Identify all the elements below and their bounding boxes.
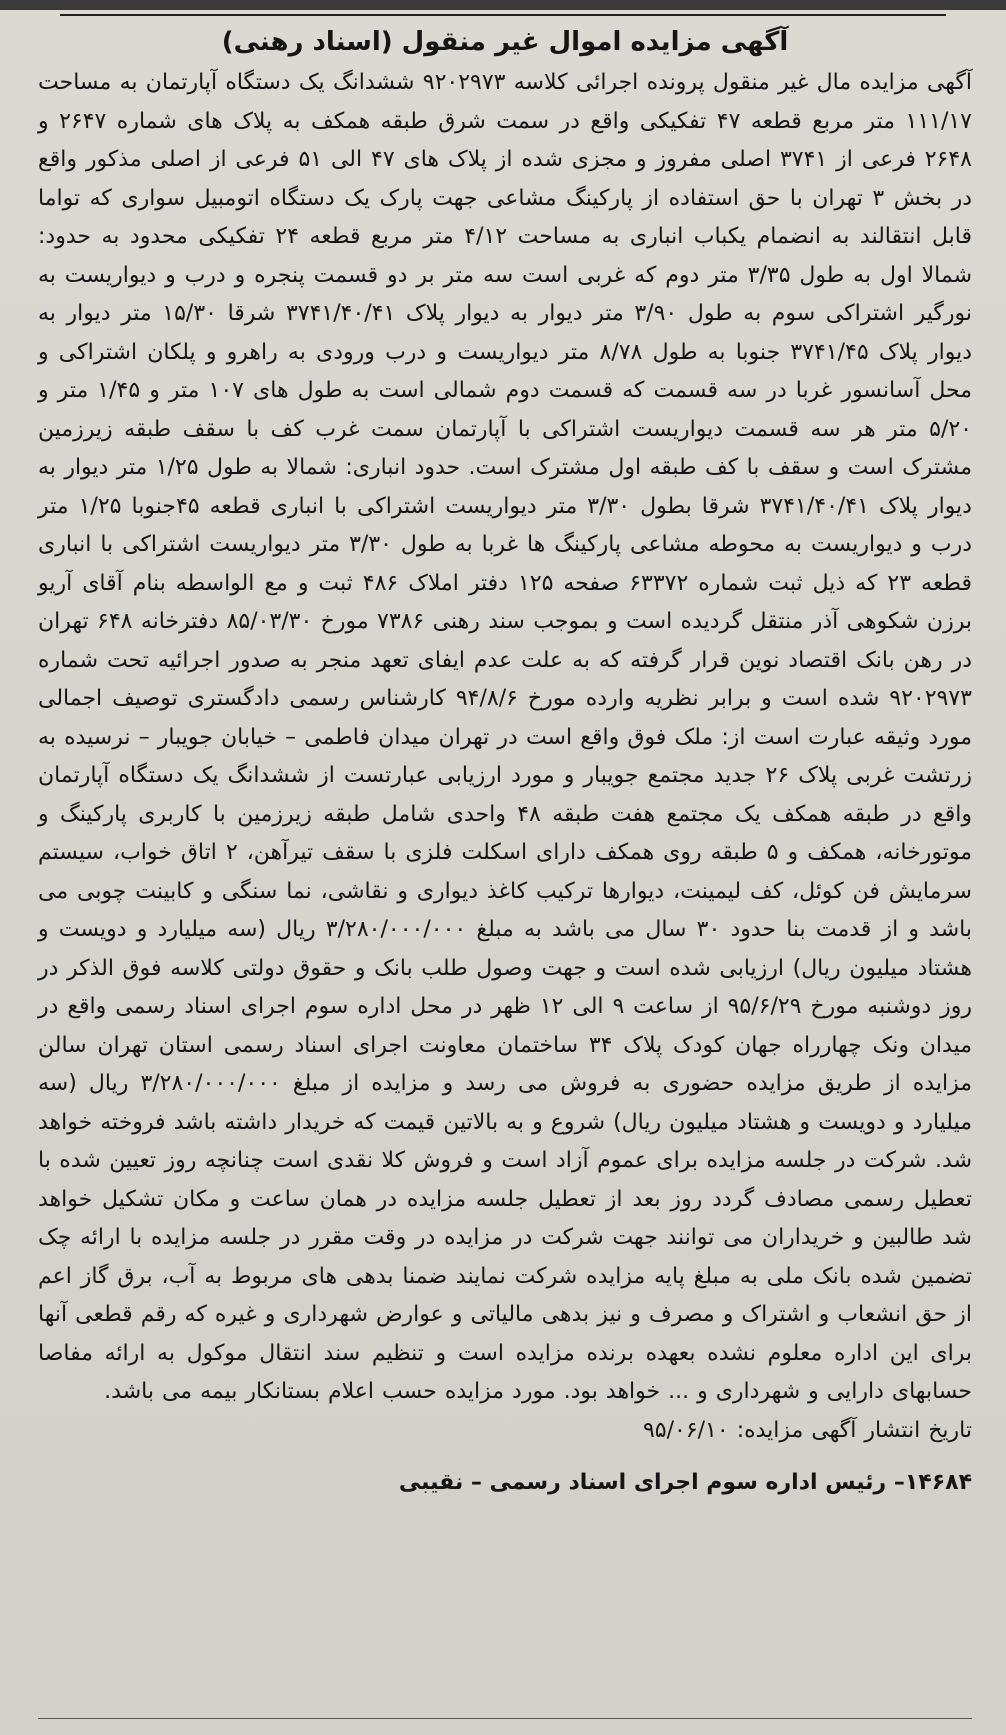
bottom-rule	[38, 1718, 972, 1719]
notice-body-text: آگهی مزایده مال غیر منقول پرونده اجرائی کلاسه ۹۲۰۲۹۷۳ ششدانگ یک دستگاه آپارتمان به مساحت ۱۱۱/۱۷ متر مربع قطعه ۴۷ تفکیکی واقع در سمت شرق طبقه همکف به پلاک های شماره ۲۶۴۷ و ۲۶۴۸ فرعی از ۳۷۴۱ اصلی مفروز و مجزی شده از پلاک های ۴۷ الی ۵۱ فرعی از اصلی مذکور واقع در بخش ۳ تهران با حق استفاده از پارکینگ مشاعی جهت پارک یک دستگاه اتومبیل سواری که تواما قابل انتقالند به انضمام یکباب انباری به مساحت ۴/۱۲ متر مربع قطعه ۲۴ تفکیکی محدود به حدود: شمالا اول به طول ۳/۳۵ متر دوم که غربی است سه متر بر دو قسمت پنجره و درب و دیواریست به نورگیر اشتراکی سوم به طول ۳/۹۰ متر دیوار به دیوار پلاک ۳۷۴۱/۴۰/۴۱ شرقا ۱۵/۳۰ متر دیوار به دیوار پلاک ۳۷۴۱/۴۵ جنوبا به طول ۸/۷۸ متر دیواریست و درب ورودی به راهرو و پلکان اشتراکی و محل آسانسور غربا در سه قسمت که قسمت دوم شمالی است به طول های ۱۰۷ متر و ۱/۴۵ متر و ۵/۲۰ متر هر سه قسمت دیواریست اشتراکی با آپارتمان سمت غرب کف با سقف طبقه زیرزمین مشترک است و سقف با کف طبقه اول مشترک است. حدود انباری: شمالا به طول ۱/۲۵ متر دیوار به دیوار پلاک ۳۷۴۱/۴۰/۴۱ شرقا بطول ۳/۳۰ متر دیواریست اشتراکی با انباری قطعه ۴۵جنوبا ۱/۲۵ متر درب و دیواریست به محوطه مشاعی پارکینگ ها غربا به طول ۳/۳۰ متر دیواریست اشتراکی با انباری قطعه ۲۳ که ذیل ثبت شماره ۶۳۳۷۲ صفحه ۱۲۵ دفتر املاک ۴۸۶ ثبت و مع الواسطه بنام آقای آریو برزن شکوهی آذر منتقل گردیده است و بموجب سند رهنی ۷۳۸۶ مورخ ۸۵/۰۳/۳۰ دفترخانه ۶۴۸ تهران در رهن بانک اقتصاد نوین قرار گرفته که به علت عدم ایفای تعهد منجر به صدور اجرائیه تحت شماره ۹۲۰۲۹۷۳ شده است و برابر نظریه وارده مورخ ۹۴/۸/۶ کارشناس رسمی دادگستری توصیف اجمالی مورد وثیقه عبارت است از: ملک فوق واقع است در تهران میدان فاطمی – خیابان جویبار – نرسیده به زرتشت غربی پلاک ۲۶ جدید مجتمع جویبار و مورد ارزیابی عبارتست از ششدانگ یک دستگاه آپارتمان واقع در طبقه همکف یک مجتمع هفت طبقه ۴۸ واحدی شامل طبقه زیرزمین با کاربری پارکینگ و موتورخانه، همکف و ۵ طبقه روی همکف دارای اسکلت فلزی با سقف تیرآهن، ۲ اتاق خواب، سیستم سرمایش فن کوئل، کف لیمینت، دیوارها ترکیب کاغذ دیواری و نقاشی، نما سنگی و کابینت چوبی می باشد و از قدمت بنا حدود ۳۰ سال می باشد به مبلغ ۳/۲۸۰/۰۰۰/۰۰۰ ریال (سه میلیارد و دویست و هشتاد میلیون ریال) ارزیابی شده است و جهت وصول طلب بانک و حقوق دولتی کلاسه فوق الذکر در روز دوشنبه مورخ ۹۵/۶/۲۹ از ساعت ۹ الی ۱۲ ظهر در محل اداره سوم اجرای اسناد رسمی واقع در میدان ونک چهارراه جهان کودک پلاک ۳۴ ساختمان معاونت اجرای اسناد رسمی استان تهران سالن مزایده از طریق مزایده حضوری به فروش می رسد و مزایده از مبلغ ۳/۲۸۰/۰۰۰/۰۰۰ ریال (سه میلیارد و دویست و هشتاد میلیون ریال) شروع و به بالاتین قیمت که خریدار داشته باشد فروخته خواهد شد. شرکت در جلسه مزایده برای عموم آزاد است و فروش کلا نقدی است چنانچه روز تعیین شده با تعطیل رسمی مصادف گردد روز بعد از تعطیل جلسه مزایده در همان ساعت و مکان تشکیل خواهد شد طالبین و خریداران می توانند جهت شرکت در مزایده در وقت مقرر در جلسه مزایده با ارائه چک تضمین شده بانک ملی به مبلغ پایه مزایده شرکت نمایند ضمنا بدهی های مربوط به آب، برق گاز اعم از حق انشعاب و اشتراک و مصرف و نیز بدهی مالیاتی و عوارض شهرداری و غیره که رقم قطعی آنها برای این اداره معلوم نشده بعهده برنده مزایده است و تنظیم سند انتقال موکول به ارائه مفاصا حسابهای دارایی و شهرداری و ... خواهد بود. مورد مزایده حسب اعلام بستانکار بیمه می باشد.	[38, 70, 973, 1404]
publish-date-line: تاریخ انتشار آگهی مزایده: ۹۵/۰۶/۱۰	[642, 1417, 972, 1443]
top-edge-strip	[0, 0, 1006, 10]
notice-title: آگهی مزایده اموال غیر منقول (اسناد رهنی)	[221, 27, 789, 57]
top-rule	[60, 14, 946, 16]
notice-body	[38, 64, 972, 1450]
notice-footer: ۱۴۶۸۴– رئیس اداره سوم اجرای اسناد رسمی – نقیبی	[398, 1470, 972, 1495]
